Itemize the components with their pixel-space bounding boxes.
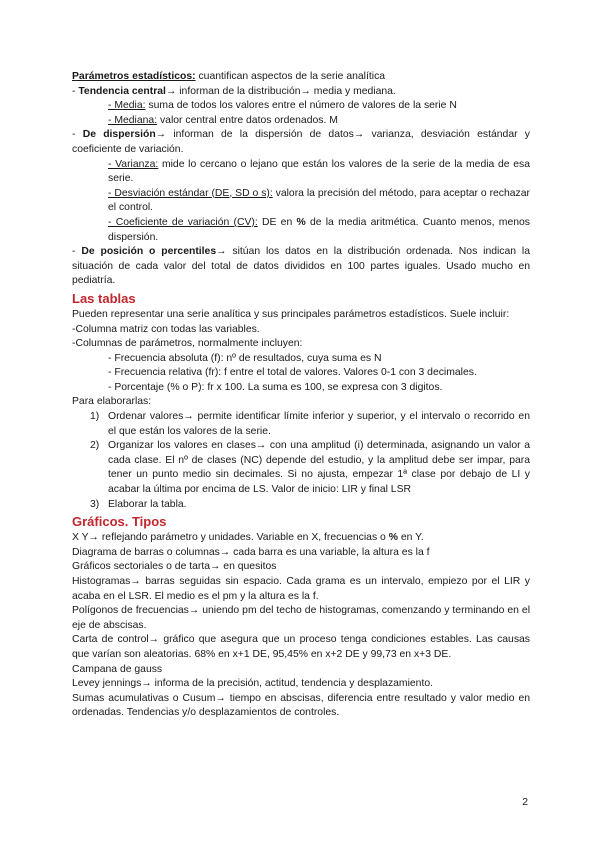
porcentaje: - Porcentaje (% o P): fr x 100. La suma es 100, se expresa con 3 digitos. bbox=[108, 381, 443, 393]
posicion: - De posición o percentiles→ sitúan los datos en la distribución ordenada. Nos indican la situación de cada valor del total de datos divididos en 100 partes iguales. Usado mucho en pediatría. bbox=[72, 246, 531, 287]
params-title-line: Parámetros estadísticos: cuantifican aspectos de la serie analítica bbox=[72, 71, 386, 82]
media-line: - Media: suma de todos los valores entre el número de valores de la serie N bbox=[108, 100, 457, 112]
graficos-histogramas: Histogramas→ barras seguidas sin espacio. Cada grama es un intervalo, empiezo por el LIR y acaba en el LSR. El medio es el pm y la altura es la f. bbox=[72, 576, 530, 602]
frecuencia-absoluta: - Frecuencia absoluta (f): nº de resultados, cuya suma es N bbox=[108, 352, 382, 364]
graficos-barras: Diagrama de barras o columnas→ cada barra es una variable, la altura es la f bbox=[72, 546, 430, 558]
frecuencia-relativa: - Frecuencia relativa (fr): f entre el total de valores. Valores 0-1 con 3 decimales. bbox=[108, 367, 477, 379]
graficos-carta: Carta de control→ gráfico que asegura que un proceso tenga condiciones estables. Las causas que varían son aleatorias. 68% en x+1 DE, 95,45% en x+2 DE y 99,73 en x+3 DE. bbox=[72, 634, 530, 660]
mediana-line: - Mediana: valor central entre datos ordenados. M bbox=[108, 114, 338, 126]
tablas-col1: -Columna matriz con todas las variables. bbox=[72, 323, 260, 335]
graficos-levey: Levey jennings→ informa de la precisión, actitud, tendencia y desplazamiento. bbox=[72, 678, 433, 690]
tendencia-central: - Tendencia central→ informan de la distribución→ media y mediana. bbox=[72, 85, 396, 97]
coeficiente-line: - Coeficiente de variación (CV): DE en % de la media aritmética. Cuanto menos, menos dispersión. bbox=[108, 216, 530, 243]
graficos-sectoriales: Gráficos sectoriales o de tarta→ en quesitos bbox=[72, 561, 277, 573]
heading-graficos-tipos: Gráficos. Tipos bbox=[72, 514, 167, 530]
steps-list bbox=[72, 410, 530, 512]
list-item: 1) Ordenar valores→ permite identificar límite inferior y superior, y el intervalo o recorrido en el que están los valores de la serie. bbox=[90, 411, 530, 437]
list-item: 3) Elaborar la tabla. bbox=[90, 498, 187, 510]
graficos-gauss: Campana de gauss bbox=[72, 663, 163, 675]
list-item: 2) Organizar los valores en clases→ con una amplitud (i) determinada, asignando un valor a cada clase. El nº de clases (NC) depende del estudio, y la amplitud debe ser impar, para tener un punto medio sin decimales. Si no ajusta, empezar 1ª clase por debajo de LI y acabar la última por encima de LS. Valor de inicio: LIR y final LSR bbox=[90, 440, 530, 496]
graficos-poligonos: Polígonos de frecuencias→ uniendo pm del techo de histogramas, comenzando y terminando en el eje de abscisas. bbox=[72, 605, 530, 631]
desviacion-line: - Desviación estándar (DE, SD o s): valora la precisión del método, para aceptar o rechazar el control. bbox=[108, 187, 530, 214]
varianza-line: - Varianza: mide lo cercano o lejano que están los valores de la serie de la media de esa serie. bbox=[108, 158, 530, 185]
para-elaborarlas: Para elaborarlas: bbox=[72, 396, 152, 408]
page-content bbox=[72, 70, 530, 721]
graficos-sumas: Sumas acumulativas o Cusum→ tiempo en abscisas, diferencia entre resultado y valor medio en ordenadas. Tendencias y/o desplazamientos de controles. bbox=[72, 692, 530, 719]
params-title: Parámetros estadísticos: bbox=[72, 71, 196, 82]
graficos-xy: X Y→ reflejando parámetro y unidades. Variable en X, frecuencias o % en Y. bbox=[72, 532, 424, 544]
tablas-col2: -Columnas de parámetros, normalmente incluyen: bbox=[72, 338, 303, 350]
dispersion: - De dispersión→ informan de la dispersión de datos→ varianza, desviación estándar y coeficiente de variación. bbox=[72, 129, 530, 155]
tablas-intro: Pueden representar una serie analítica y sus principales parámetros estadísticos. Suele incluir: bbox=[72, 308, 510, 320]
heading-las-tablas: Las tablas bbox=[72, 290, 136, 306]
page-number: 2 bbox=[522, 797, 528, 808]
